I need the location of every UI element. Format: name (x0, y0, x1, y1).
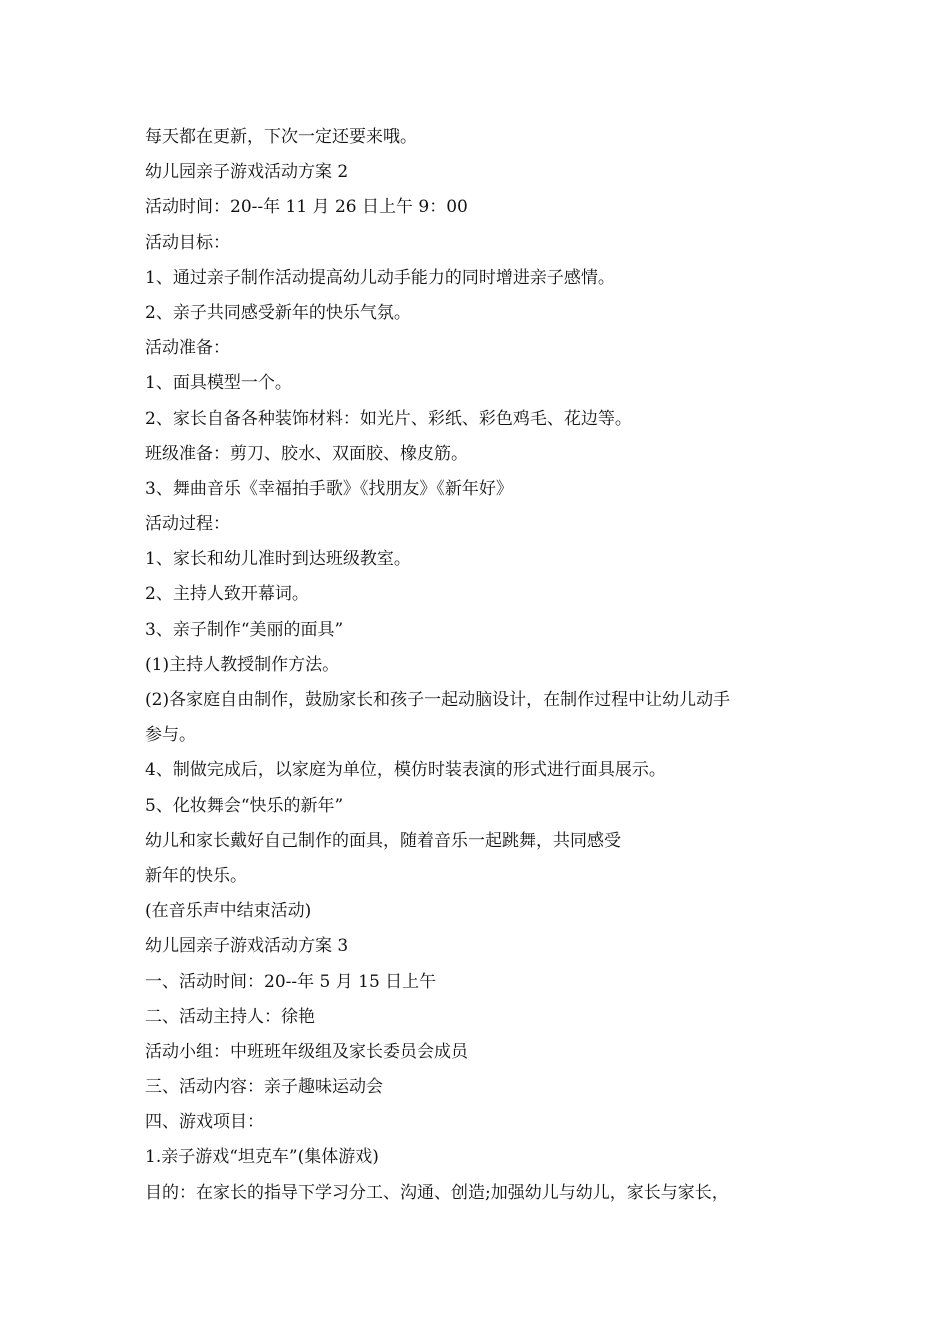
text-line: 活动准备： (145, 338, 230, 359)
text-line: (在音乐声中结束活动) (145, 901, 312, 922)
text-line: 四、游戏项目： (145, 1112, 264, 1133)
text-line: 一、活动时间：20--年 5 月 15 日上午 (145, 971, 437, 992)
text-line: 活动目标： (145, 232, 230, 253)
text-line: 活动过程： (145, 514, 230, 535)
text-line: 3、舞曲音乐《幸福拍手歌》《找朋友》《新年好》 (145, 478, 513, 499)
text-line: 4、制做完成后，以家庭为单位，模仿时装表演的形式进行面具展示。 (145, 760, 666, 781)
text-line: 5、化妆舞会“快乐的新年” (145, 795, 344, 816)
text-line: 3、亲子制作“美丽的面具” (145, 619, 344, 640)
text-line: 2、家长自备各种装饰材料：如光片、彩纸、彩色鸡毛、花边等。 (145, 408, 632, 429)
section-heading: 幼儿园亲子游戏活动方案 2 (145, 162, 349, 183)
text-line: 班级准备：剪刀、胶水、双面胶、橡皮筋。 (145, 443, 468, 464)
text-line: 目的：在家长的指导下学习分工、沟通、创造;加强幼儿与幼儿，家长与家长， (145, 1182, 729, 1203)
text-line: (2)各家庭自由制作，鼓励家长和孩子一起动脑设计，在制作过程中让幼儿动手 (145, 690, 731, 710)
text-line: 参与。 (145, 725, 196, 746)
text-line: 1、通过亲子制作活动提高幼儿动手能力的同时增进亲子感情。 (145, 267, 615, 288)
text-line: 1、面具模型一个。 (145, 373, 292, 394)
text-line: 2、主持人致开幕词。 (145, 584, 309, 605)
text-line: (1)主持人教授制作方法。 (145, 654, 340, 675)
document-body (145, 120, 825, 1211)
text-line: 活动时间：20--年 11 月 26 日上午 9：00 (145, 197, 468, 218)
text-line: 幼儿和家长戴好自己制作的面具，随着音乐一起跳舞，共同感受 (145, 830, 621, 851)
text-line: 新年的快乐。 (145, 865, 247, 886)
text-line: 二、活动主持人：徐艳 (145, 1006, 315, 1027)
section-heading: 幼儿园亲子游戏活动方案 3 (145, 936, 349, 957)
text-line: 1、家长和幼儿准时到达班级教室。 (145, 549, 411, 570)
text-line: 1.亲子游戏“坦克车”(集体游戏) (145, 1147, 379, 1168)
text-line: 2、亲子共同感受新年的快乐气氛。 (145, 302, 411, 323)
text-line: 三、活动内容：亲子趣味运动会 (145, 1077, 383, 1098)
text-line: 每天都在更新，下次一定还要来哦。 (145, 127, 417, 147)
text-line: 活动小组：中班班年级组及家长委员会成员 (145, 1041, 468, 1062)
